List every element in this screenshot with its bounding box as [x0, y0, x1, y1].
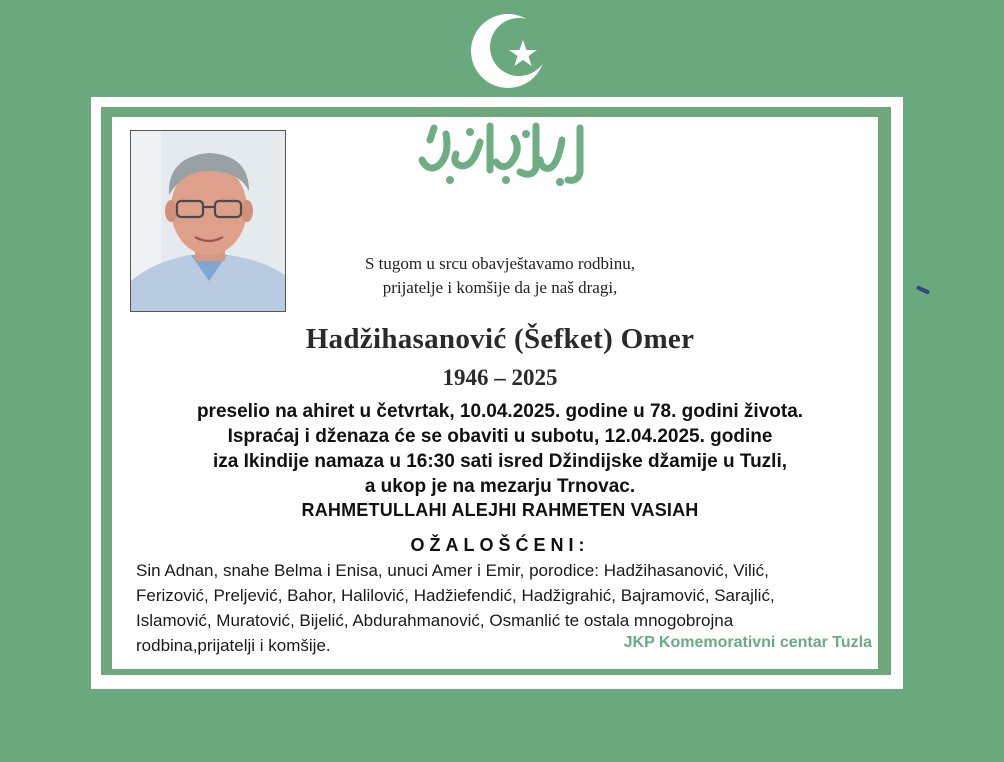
announce-line-2: Ispraćaj i dženaza će se obaviti u subotu, 12.04.2025. godine [227, 426, 773, 447]
prayer-text: RAHMETULLAHI ALEJHI RAHMETEN VASIAH [301, 500, 699, 520]
portrait-photo [130, 130, 286, 312]
portrait-image [131, 131, 286, 312]
announce-line-4: a ukop je na mezarju Trnovac. [364, 476, 636, 497]
intro-text [300, 252, 700, 300]
crescent-star-icon [468, 10, 548, 92]
mourners-line-2: Ferizović, Preljević, Bahor, Halilović, Hadžiefendić, Hadžigrahić, Bajramović, Sarajlić, [136, 586, 775, 605]
announcement-text [120, 399, 880, 499]
mourners-title: OŽALOŠĆENI: [410, 535, 590, 555]
intro-line-2: prijatelje i komšije da je naš dragi, [382, 278, 618, 297]
announce-line-3: iza Ikindije namaza u 16:30 sati isred Džindijske džamije u Tuzli, [212, 451, 788, 472]
announce-line-1: preselio na ahiret u četvrtak, 10.04.2025. godine u 78. godini života. [196, 401, 804, 422]
mourners-line-3: Islamović, Muratović, Bijelić, Abdurahmanović, Osmanlić te ostala mnogobrojna [136, 611, 734, 630]
mourners-line-1: Sin Adnan, snahe Belma i Enisa, unuci Amer i Emir, porodice: Hadžihasanović, Vilić, [136, 561, 769, 580]
arabic-calligraphy-icon [410, 120, 600, 192]
signature-text: JKP Komemorativni centar Tuzla [623, 634, 872, 651]
intro-line-1: S tugom u srcu obavještavamo rodbinu, [364, 254, 636, 273]
speck-mark [916, 285, 930, 295]
deceased-name: Hadžihasanović (Šefket) Omer [305, 323, 695, 355]
life-years: 1946 – 2025 [442, 365, 558, 390]
mourners-line-4: rodbina,prijatelji i komšije. [136, 636, 331, 655]
